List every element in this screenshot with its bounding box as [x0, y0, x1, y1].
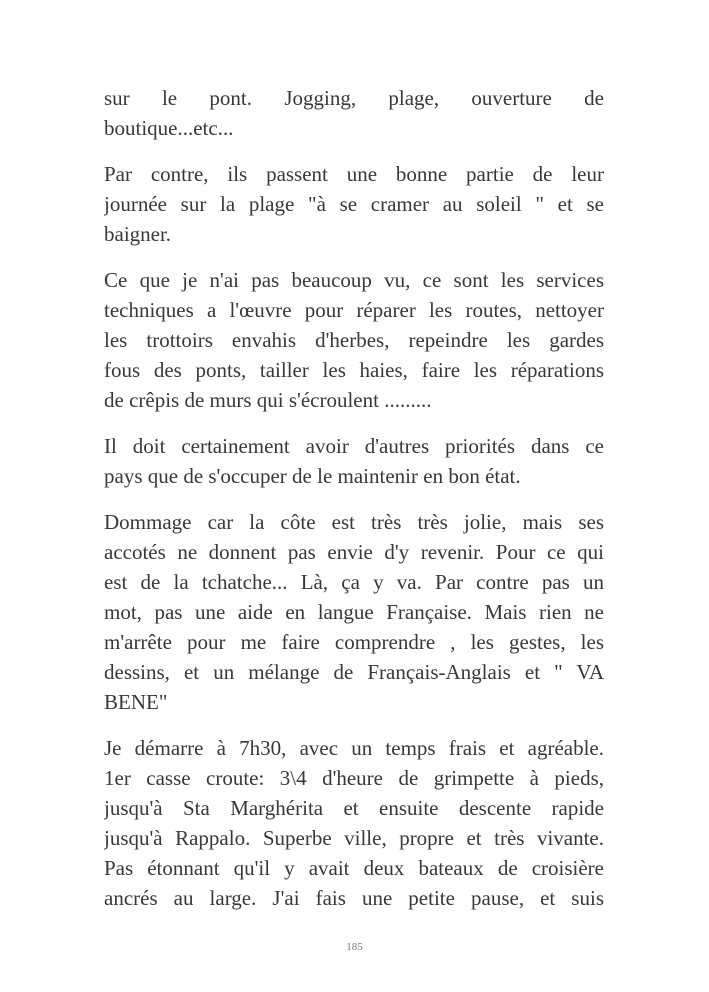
text-line: Il doit certainement avoir d'autres priorités dans ce: [104, 434, 604, 458]
text-line: mot, pas une aide en langue Française. Mais rien ne: [104, 600, 604, 624]
text-line: de crêpis de murs qui s'écroulent .........: [104, 388, 432, 412]
text-line: m'arrête pour me faire comprendre , les gestes, les: [104, 630, 604, 654]
text-line: 1er casse croute: 3\4 d'heure de grimpette à pieds,: [104, 766, 604, 790]
text-line: accotés ne donnent pas envie d'y revenir. Pour ce qui: [104, 540, 604, 564]
text-line: fous des ponts, tailler les haies, faire les réparations: [104, 358, 604, 382]
text-line: les trottoirs envahis d'herbes, repeindre les gardes: [104, 328, 604, 352]
paragraph: [104, 265, 604, 415]
text-line: jusqu'à Rappalo. Superbe ville, propre et très vivante.: [104, 826, 604, 850]
text-line: Je démarre à 7h30, avec un temps frais et agréable.: [104, 736, 604, 760]
text-line: techniques a l'œuvre pour réparer les routes, nettoyer: [104, 298, 604, 322]
text-line: sur le pont. Jogging, plage, ouverture de: [104, 86, 604, 110]
paragraph: [104, 83, 604, 143]
paragraph: [104, 507, 604, 717]
paragraph: [104, 159, 604, 249]
page-body: [104, 83, 604, 929]
paragraph: [104, 431, 604, 491]
text-line: dessins, et un mélange de Français-Anglais et " VA: [104, 660, 604, 684]
text-line: Ce que je n'ai pas beaucoup vu, ce sont les services: [104, 268, 604, 292]
text-line: Dommage car la côte est très très jolie, mais ses: [104, 510, 604, 534]
page-number: 185: [346, 941, 363, 953]
paragraph: [104, 733, 604, 913]
text-line: jusqu'à Sta Marghérita et ensuite descente rapide: [104, 796, 604, 820]
text-line: boutique...etc...: [104, 116, 234, 140]
text-line: Pas étonnant qu'il y avait deux bateaux de croisière: [104, 856, 604, 880]
text-line: baigner.: [104, 222, 172, 246]
text-line: journée sur la plage "à se cramer au soleil " et se: [104, 192, 604, 216]
text-line: Par contre, ils passent une bonne partie de leur: [104, 162, 604, 186]
text-line: BENE": [104, 690, 168, 714]
text-line: est de la tchatche... Là, ça y va. Par contre pas un: [104, 570, 604, 594]
text-line: ancrés au large. J'ai fais une petite pause, et suis: [104, 886, 604, 910]
text-line: pays que de s'occuper de le maintenir en bon état.: [104, 464, 521, 488]
